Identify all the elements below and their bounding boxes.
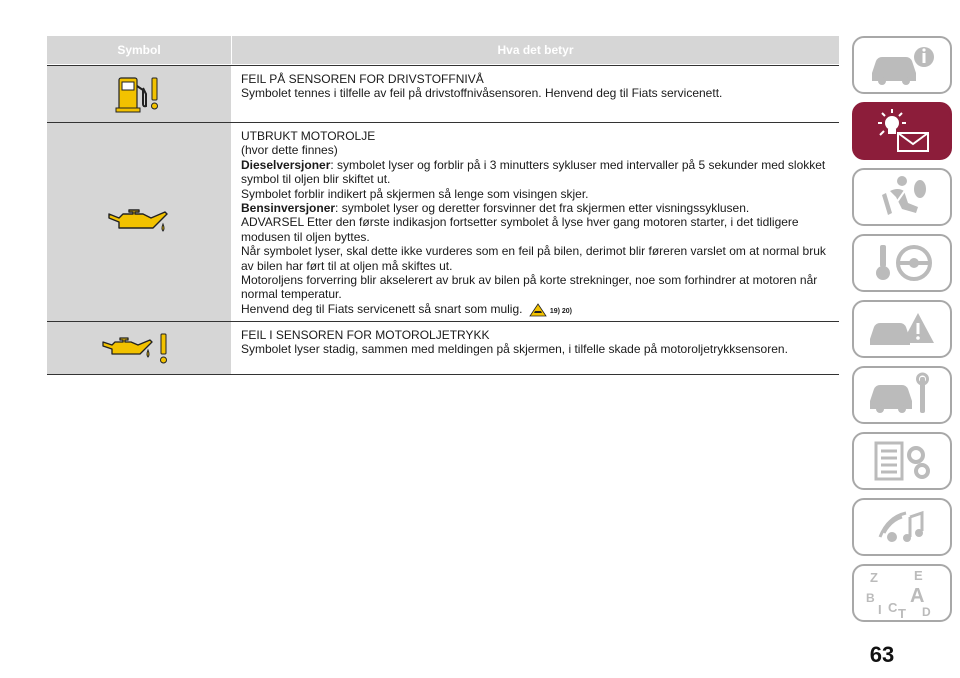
warning-reference	[526, 303, 572, 317]
index-letter-a: A	[910, 585, 925, 607]
index-letter-d: D	[922, 605, 931, 618]
table-row	[47, 122, 839, 321]
tab-emergency[interactable]	[852, 300, 952, 358]
row-title: FEIL I SENSOREN FOR MOTOROLJETRYKK	[241, 328, 490, 342]
petrol-paragraph	[241, 201, 831, 215]
alphabet-index-icon	[862, 568, 942, 618]
warning-refs: 19) 20)	[549, 307, 572, 315]
description-cell	[231, 123, 839, 321]
index-letter-b: B	[866, 591, 875, 605]
row-text: Når symbolet lyser, skal dette ikke vurderes som en feil på bilen, derimot blir føreren varslet om at normal bruk av bilen har ført til at oljen må skiftes ut.	[241, 244, 826, 273]
warning-symbols-table	[47, 36, 839, 375]
symbol-cell	[47, 123, 231, 321]
multimedia-icon	[862, 503, 942, 551]
petrol-label: Bensinversjoner	[241, 201, 336, 216]
tab-maintenance[interactable]	[852, 366, 952, 424]
tab-multimedia[interactable]	[852, 498, 952, 556]
row-title: FEIL PÅ SENSOREN FOR DRIVSTOFFNIVÅ	[241, 72, 484, 86]
header-meaning: Hva det betyr	[231, 36, 839, 64]
row-subtitle: (hvor dette finnes)	[241, 143, 338, 158]
tab-starting-driving[interactable]	[852, 234, 952, 292]
tab-car-info[interactable]	[852, 36, 952, 94]
spec-list-gears-icon	[862, 437, 942, 485]
row-text: Motoroljens forverring blir akselerert av bruk av bilen på korte strekninger, noe som forhindrer at motoren når normal temperatur.	[241, 273, 818, 302]
page-number: 63	[869, 642, 895, 667]
tab-technical-data[interactable]	[852, 432, 952, 490]
index-letter-e: E	[914, 568, 923, 583]
table-header	[47, 36, 839, 65]
car-crash-warning-icon	[862, 305, 942, 353]
diesel-paragraph	[241, 158, 831, 187]
row-title: UTBRUKT MOTOROLJE	[241, 129, 376, 143]
diesel-text: : symbolet lyser og forblir på i 3 minutters sykluser med intervaller på 5 sekunder med slokket symbol til oljen blir skiftet ut.	[241, 157, 826, 187]
contact-text: Henvend deg til Fiats servicenett så snart som mulig.	[241, 301, 523, 316]
contact-paragraph	[241, 302, 831, 317]
warning-paragraph: ADVARSEL Etter den første indikasjon fortsetter symbolet å lyse hver gang motoren starter, i det tidligere modusen til oljen byttes.	[241, 215, 799, 244]
key-steering-wheel-icon	[862, 239, 942, 287]
car-info-icon	[862, 43, 942, 87]
index-letter-i: I	[878, 602, 882, 617]
tab-safety[interactable]	[852, 168, 952, 226]
description-cell	[231, 66, 839, 122]
tab-warning-lights[interactable]	[852, 102, 952, 160]
index-letter-t: T	[898, 606, 906, 618]
fuel-level-sensor-fault-icon	[109, 72, 169, 116]
oil-can-icon	[103, 204, 175, 240]
tab-index[interactable]	[852, 564, 952, 622]
symbol-cell	[47, 66, 231, 122]
symbol-cell	[47, 322, 231, 374]
row-text: Symbolet tennes i tilfelle av feil på drivstoffnivåsensoren. Henvend deg til Fiats servicenett.	[241, 86, 723, 101]
header-symbol: Symbol	[117, 43, 161, 57]
table-row	[47, 65, 839, 122]
petrol-text: : symbolet lyser og deretter forsvinner det fra skjermen etter visningssyklusen.	[335, 201, 750, 216]
warning-light-message-icon	[862, 107, 942, 155]
row-text: Symbolet forblir indikert på skjermen så lenge som visingen skjer.	[241, 186, 589, 201]
index-letter-z: Z	[870, 570, 878, 585]
row-text: Symbolet lyser stadig, sammen med meldingen på skjermen, i tilfelle skade på motoroljetrykksensoren.	[241, 342, 788, 357]
index-letter-c: C	[888, 600, 898, 615]
seat-airbag-icon	[862, 173, 942, 221]
description-cell	[231, 322, 839, 374]
diesel-label: Dieselversjoner	[241, 157, 331, 172]
table-row	[47, 321, 839, 374]
car-service-tools-icon	[862, 371, 942, 419]
warning-triangle-icon	[529, 303, 547, 317]
oil-pressure-sensor-fault-icon	[99, 330, 179, 366]
